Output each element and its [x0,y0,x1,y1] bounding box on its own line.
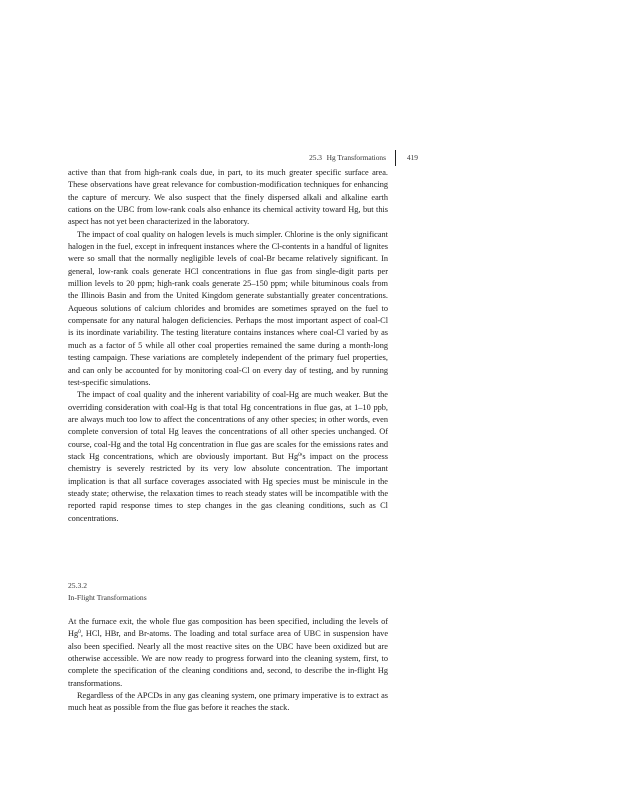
paragraph-furnace-exit [68,616,388,690]
subsection-heading [68,580,147,604]
paragraph-halogen: The impact of coal quality on halogen levels is much simpler. Chlorine is the only significant halogen in the fuel, except in infrequent instances where the Cl-contents in a handful of lignites were so small that the normally negligible levels of coal-Br became relatively significant. In general, low-rank coals generate HCl concentrations in flue gas from single-digit parts per million levels to 20 ppm; high-rank coals generate 25–150 ppm; while bituminous coals from the Illinois Basin and from the United Kingdom generate substantially greater concentrations. Aqueous solutions of calcium chlorides and bromides are sometimes sprayed on the fuel to compensate for any natural halogen deficiencies. Perhaps the most important aspect of coal-Cl is its inordinate variability. The testing literature contains instances where coal-Cl varied by as much as a factor of 5 while all other coal properties remained the same during a month-long testing campaign. These variations are completely independent of the primary fuel properties, and can only be accounted for by monitoring coal-Cl on every day of testing, and by running test-specific simulations. [68,229,388,387]
paragraph-furnace-exit-text-1: At the furnace exit, the whole flue gas composition has been specified, including the levels of Hg [68,617,388,639]
subsection-text-block [68,616,388,715]
superscript-zero: 0 [298,451,301,458]
main-text-block [68,167,388,525]
superscript-zero: 0 [78,629,81,636]
paragraph-coal-hg-text-2: 's impact on the process chemistry is severely restricted by its very low absolute concentration. The important implication is that all surface coverages associated with Hg species must be miniscule in the steady state; otherwise, the relaxation times to reach steady states will be incompatible with the reported rapid response times to step changes in the gas cleaning conditions, such as Cl concentrations. [68,451,388,523]
subsection-number: 25.3.2 [68,581,87,590]
paragraph-coal-hg-text-1: The impact of coal quality and the inherent variability of coal-Hg are much weaker. But the overriding consideration with coal-Hg is that total Hg concentrations in flue gas, at 1–10 ppb, are always much too low to affect the concentrations of any other species; in other words, even complete conversion of total Hg leaves the concentrations of all other species unchanged. Of course, coal-Hg and the total Hg concentration in flue gas are scales for the emissions rates and stack Hg concentrations, which are obviously important. But Hg [68,390,388,461]
running-header [68,150,418,164]
header-section-number: 25.3 [309,153,322,162]
header-section-title: Hg Transformations [326,153,386,162]
paragraph-coal-hg [68,389,388,525]
paragraph-continued: active than that from high-rank coals due, in part, to its much greater specific surface area. These observations have great relevance for combustion-modification techniques for enhancing the capture of mercury. We also suspect that the finely dispersed alkali and alkaline earth cations on the UBC from low-rank coals also enhance its chemical activity toward Hg, but this aspect has not yet been characterized in the laboratory. [68,168,388,227]
subsection-title: In-Flight Transformations [68,593,147,602]
header-divider [395,150,396,166]
paragraph-apcd: Regardless of the APCDs in any gas cleaning system, one primary imperative is to extract as much heat as possible from the flue gas before it reaches the stack. [68,691,388,713]
page-number: 419 [406,153,418,162]
paragraph-furnace-exit-text-2: , HCl, HBr, and Br-atoms. The loading and total surface area of UBC in suspension have also been specified. Nearly all the most reactive sites on the UBC have been oxidized but are otherwise accessible. We are now ready to progress forward into the cleaning system, first, to complete the specification of the cleaning conditions and, second, to describe the in-flight Hg transformations. [68,629,388,688]
